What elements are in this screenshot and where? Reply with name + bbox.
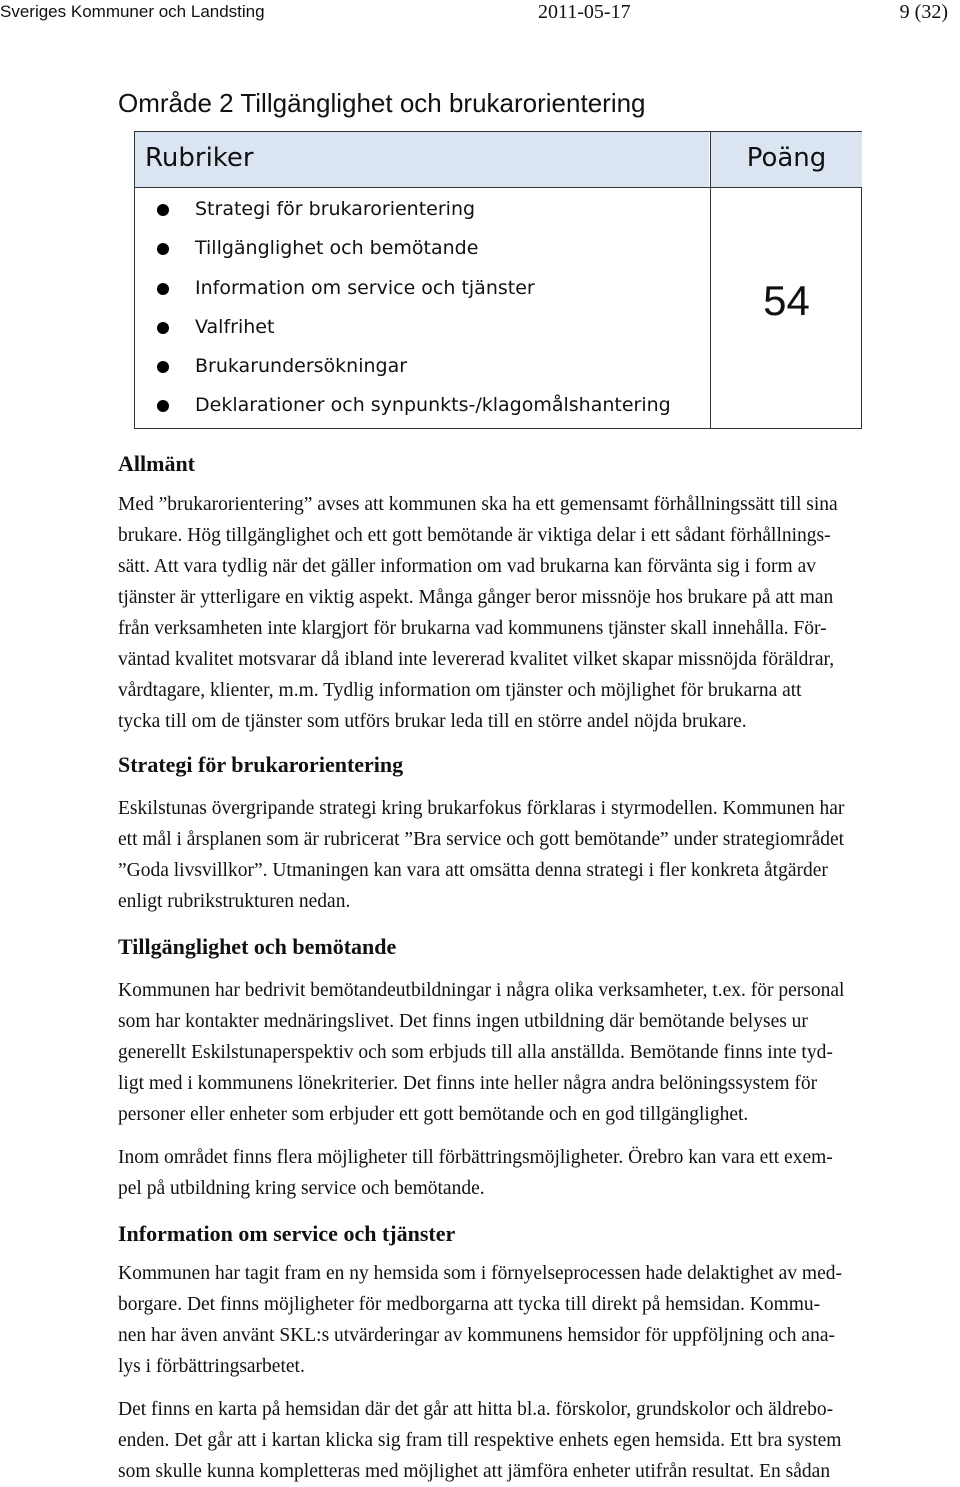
list-item (157, 389, 671, 428)
text-line: borgare. Det finns möjligheter för medborgarna att tycka till direkt på hemsidan. Kommu- (118, 1294, 821, 1315)
text-line: enden. Det går att i kartan klicka sig fram till respektive enhets egen hemsida. Ett bra system (118, 1430, 842, 1451)
rubriker-column-header: Rubriker (135, 132, 709, 187)
rubriker-list (157, 193, 671, 429)
list-item-label: Strategi för brukarorientering (195, 198, 476, 220)
text-line: tycka till om de tjänster som utförs brukar leda till en större andel nöjda brukare. (118, 711, 747, 732)
text-line: Kommunen har bedrivit bemötandeutbildningar i några olika verksamheter, t.ex. för personal (118, 980, 845, 1001)
list-item (157, 311, 671, 350)
bullet-icon (157, 361, 169, 373)
rubriker-table (134, 131, 862, 429)
section-heading-strategi: Strategi för brukarorientering (118, 752, 404, 777)
paragraph-tillganglighet-1 (118, 975, 954, 1130)
bullet-icon (157, 322, 169, 334)
text-line: Det finns en karta på hemsidan där det går att hitta bl.a. förskolor, grundskolor och äldrebo- (118, 1399, 834, 1420)
text-line: väntad kvalitet motsvarar då ibland inte levererad kvalitet vilket skapar missnöjda föräldrar, (118, 649, 835, 670)
page-header (0, 0, 960, 26)
text-line: ligt med i kommunens lönekriterier. Det finns inte heller några andra belöningssystem för (118, 1073, 818, 1094)
section-heading-information: Information om service och tjänster (118, 1221, 456, 1246)
section-heading-allmant: Allmänt (118, 451, 195, 476)
score-value: 54 (763, 277, 810, 324)
bullet-icon (157, 400, 169, 412)
header-date: 2011-05-17 (538, 1, 631, 23)
list-item-label: Information om service och tjänster (195, 276, 535, 299)
text-line: pel på utbildning kring service och bemötande. (118, 1178, 485, 1199)
text-line: som skulle kunna kompletteras med möjlighet att jämföra enheter utifrån resultat. En sådan (118, 1461, 831, 1482)
area-title: Område 2 Tillgänglighet och brukarorientering (118, 88, 646, 118)
text-line: Kommunen har tagit fram en ny hemsida som i förnyelseprocessen hade delaktighet av med- (118, 1263, 842, 1284)
list-item (157, 272, 671, 311)
text-line: tjänster är ytterligare en viktig aspekt. Många gånger beror missnöje hos brukare på att man (118, 587, 834, 608)
text-line: ett mål i årsplanen som är rubricerat ”Bra service och gott bemötande” under strategiområdet (118, 829, 845, 850)
list-item-label: Brukarundersökningar (195, 355, 408, 378)
paragraph-information-2 (118, 1394, 954, 1487)
text-line: Eskilstunas övergripande strategi kring brukarfokus förklaras i styrmodellen. Kommunen har (118, 798, 845, 819)
table-header-divider (135, 187, 861, 188)
text-line: personer eller enheter som erbjuder ett gott bemötande och en god tillgänglighet. (118, 1104, 749, 1125)
text-line: sätt. Att vara tydlig när det gäller information om vad brukarna kan förvänta sig i form av (118, 556, 817, 577)
text-line: som har kontakter mednäringslivet. Det finns ingen utbildning där bemötande belyses ur (118, 1011, 808, 1032)
section-heading-tillganglighet: Tillgänglighet och bemötande (118, 934, 397, 959)
paragraph-strategi (118, 793, 954, 917)
text-line: lys i förbättringsarbetet. (118, 1356, 305, 1377)
text-line: generellt Eskilstunaperspektiv och som erbjuds till alla anställda. Bemötande finns inte tyd- (118, 1042, 833, 1063)
text-line: brukare. Hög tillgänglighet och ett gott bemötande är viktiga delar i ett sådant förhållnings- (118, 525, 831, 546)
text-line: enligt rubrikstrukturen nedan. (118, 891, 351, 912)
list-item-label: Deklarationer och synpunkts-/klagomålshantering (195, 394, 671, 417)
list-item (157, 232, 671, 271)
header-organization: Sveriges Kommuner och Landsting (0, 2, 265, 21)
bullet-icon (157, 283, 169, 295)
text-line: från verksamheten inte klargjort för brukarna vad kommunens tjänster skall innehålla. För- (118, 618, 827, 639)
poang-column-header: Poäng (711, 132, 862, 187)
list-item-label: Valfrihet (195, 315, 275, 338)
bullet-icon (157, 204, 169, 216)
paragraph-tillganglighet-2 (118, 1142, 954, 1204)
text-line: nen har även använt SKL:s utvärderingar av kommunens hemsidor för uppföljning och ana- (118, 1325, 835, 1346)
text-line: vårdtagare, klienter, m.m. Tydlig information om tjänster och möjlighet för brukarna att (118, 680, 802, 701)
paragraph-information-1 (118, 1258, 954, 1382)
text-line: Inom området finns flera möjligheter till förbättringsmöjligheter. Örebro kan vara ett exem- (118, 1147, 833, 1168)
header-page-number: 9 (32) (899, 1, 948, 23)
list-item-label: Tillgänglighet och bemötande (195, 237, 479, 260)
bullet-icon (157, 243, 169, 255)
document-body (118, 447, 954, 1487)
text-line: Med ”brukarorientering” avses att kommunen ska ha ett gemensamt förhållningssätt till sina (118, 494, 838, 515)
paragraph-allmant (118, 489, 954, 737)
list-item (157, 350, 671, 389)
list-item (157, 193, 671, 232)
text-line: ”Goda livsvillkor”. Utmaningen kan vara att omsätta denna strategi i fler konkreta åtgärder (118, 860, 828, 881)
